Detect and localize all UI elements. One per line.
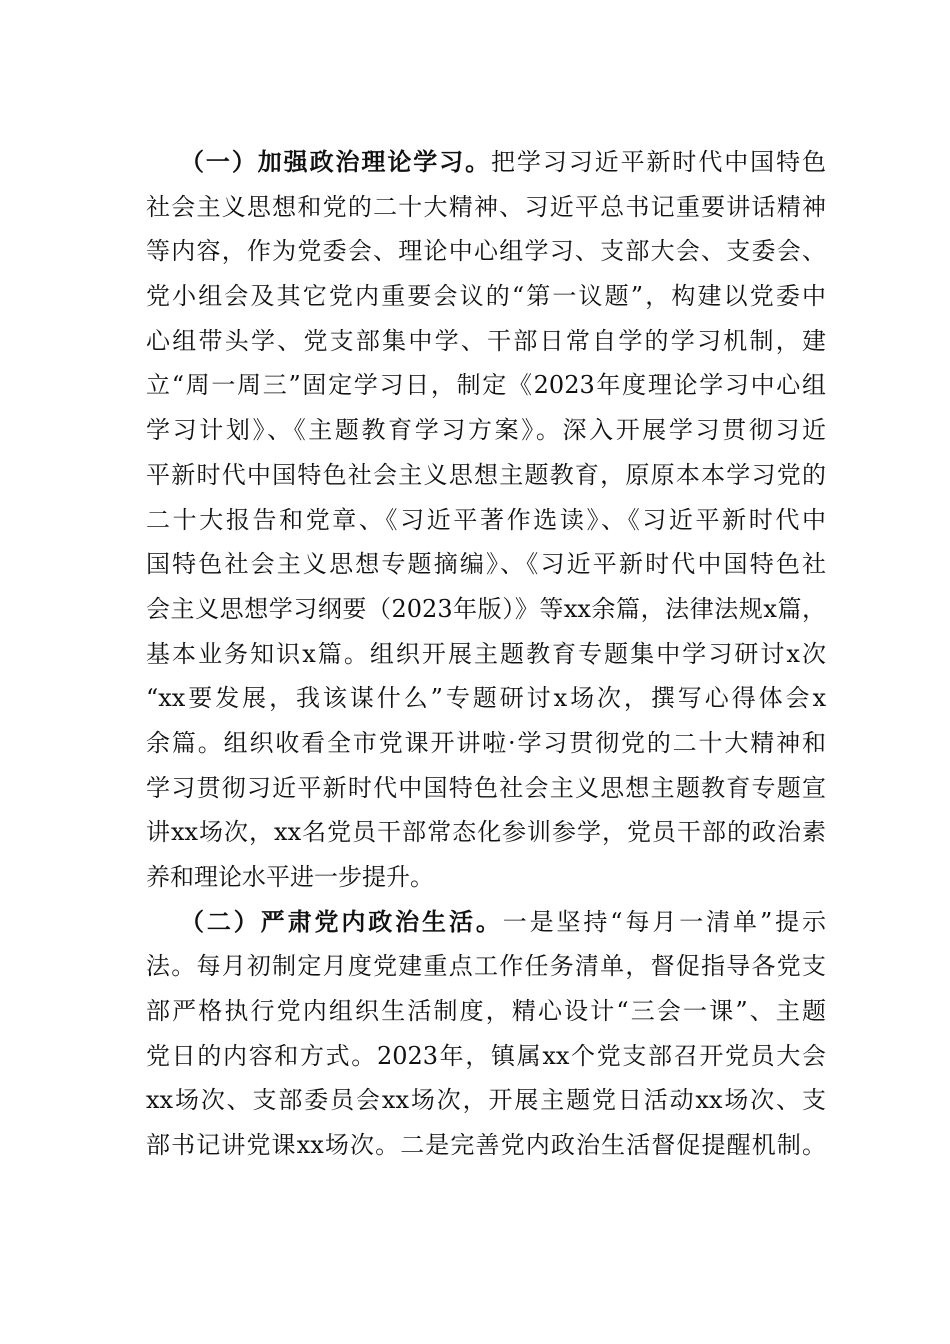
line-text: 基本业务知识x篇。组织开展主题教育专题集中学习研讨x次 <box>146 639 826 668</box>
line-text: 一是坚持“每月一清单”提示 <box>502 907 826 936</box>
line-text: 立“周一周三”固定学习日，制定《2023年度理论学习中心组 <box>146 371 826 400</box>
line-text: 心组带头学、党支部集中学、干部日常自学的学习机制，建 <box>146 326 826 355</box>
section-heading: （二）严肃党内政治生活。 <box>180 906 503 936</box>
text-line <box>146 810 826 855</box>
line-text: 部书记讲党课xx场次。二是完善党内政治生活督促提醒机制。 <box>146 1131 826 1160</box>
line-text: 学习贯彻习近平新时代中国特色社会主义思想主题教育专题宣 <box>146 773 826 802</box>
section-heading: （一）加强政治理论学习。 <box>180 147 491 176</box>
text-line <box>146 587 826 632</box>
text-line <box>146 900 826 945</box>
text-line <box>146 766 826 811</box>
text-line <box>146 1123 826 1168</box>
document-page <box>146 140 826 1168</box>
text-line <box>146 274 826 319</box>
text-line <box>146 408 826 453</box>
line-text: 部严格执行党内组织生活制度，精心设计“三会一课”、主题 <box>146 997 826 1026</box>
line-text: 党日的内容和方式。2023年，镇属xx个党支部召开党员大会 <box>146 1041 826 1070</box>
text-line <box>146 989 826 1034</box>
text-line <box>146 453 826 498</box>
text-line <box>146 721 826 766</box>
line-text: 余篇。组织收看全市党课开讲啦·学习贯彻党的二十大精神和 <box>146 728 826 757</box>
text-line <box>146 944 826 989</box>
line-text: “xx要发展，我该谋什么”专题研讨x场次，撰写心得体会x <box>146 684 826 713</box>
line-text: 党小组会及其它党内重要会议的“第一议题”，构建以党委中 <box>146 282 826 311</box>
paragraph <box>146 140 826 900</box>
line-text: 把学习习近平新时代中国特色 <box>491 148 826 176</box>
line-text: xx场次、支部委员会xx场次，开展主题党日活动xx场次、支 <box>146 1086 826 1115</box>
text-line <box>146 229 826 274</box>
text-line <box>146 632 826 677</box>
line-text: 等内容，作为党委会、理论中心组学习、支部大会、支委会、 <box>146 237 826 266</box>
line-text: 讲xx场次，xx名党员干部常态化参训参学，党员干部的政治素 <box>146 818 826 847</box>
text-line <box>146 185 826 230</box>
line-text: 平新时代中国特色社会主义思想主题教育，原原本本学习党的 <box>146 460 826 489</box>
line-text: 养和理论水平进一步提升。 <box>146 863 434 891</box>
text-line <box>146 676 826 721</box>
paragraph <box>146 900 826 1168</box>
text-line <box>146 542 826 587</box>
text-line <box>146 855 826 900</box>
text-line <box>146 1078 826 1123</box>
line-text: 学习计划》、《主题教育学习方案》。深入开展学习贯彻习近 <box>146 416 826 445</box>
line-text: 社会主义思想和党的二十大精神、习近平总书记重要讲话精神 <box>146 192 826 221</box>
text-line <box>146 319 826 364</box>
text-line <box>146 140 826 185</box>
line-text: 法。每月初制定月度党建重点工作任务清单，督促指导各党支 <box>146 952 826 981</box>
text-line <box>146 498 826 543</box>
line-text: 二十大报告和党章、《习近平著作选读》、《习近平新时代中 <box>146 505 826 534</box>
text-line <box>146 1034 826 1079</box>
text-line <box>146 363 826 408</box>
line-text: 会主义思想学习纲要（2023年版）》等xx余篇，法律法规x篇， <box>146 594 826 623</box>
line-text: 国特色社会主义思想专题摘编》、《习近平新时代中国特色社 <box>146 550 826 579</box>
